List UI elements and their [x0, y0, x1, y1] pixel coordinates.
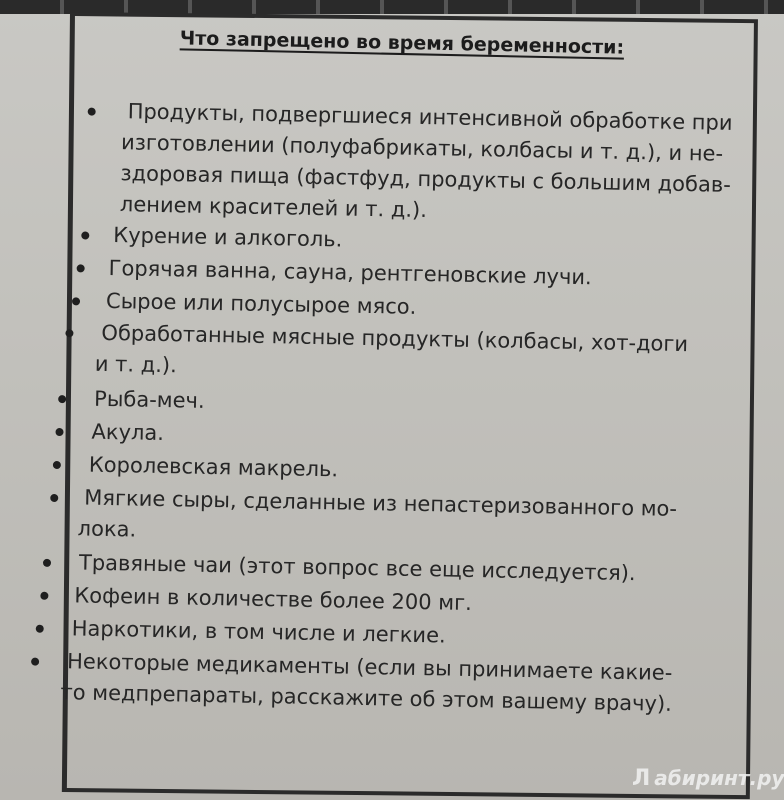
bullet-icon [77, 264, 85, 272]
list-item-line: Обработанные мясные продукты (колбасы, хот-доги [101, 320, 689, 357]
list-item-line: Курение и алкоголь. [113, 223, 343, 252]
list-item-line: Мягкие сыры, сделанные из непастеризованного мо- [84, 485, 678, 521]
list-item-line: Продукты, подвергшиеся интенсивной обработке при [127, 99, 733, 135]
list-item-line: Кофеин в количестве более 200 мг. [74, 583, 473, 615]
bullet-icon [58, 395, 66, 403]
bullet-icon [55, 428, 63, 436]
list-item-line: Сырое или полусырое мясо. [105, 288, 417, 319]
bullet-icon [31, 658, 39, 666]
bullet-icon [72, 297, 80, 305]
list-item-line: то медпрепараты, расскажите об этом вашему врачу). [60, 680, 673, 716]
bullet-icon [40, 592, 48, 600]
labirint-watermark [632, 766, 784, 791]
list-item-line: изготовлении (полуфабрикаты, колбасы и т. д.), и не- [120, 130, 724, 166]
page-title: Что запрещено во время беременности: [179, 27, 625, 59]
list-item-line: лением красителей и т. д.). [119, 192, 428, 223]
list-item-line: Горячая ванна, сауна, рентгеновские лучи. [108, 255, 592, 290]
bullet-icon [53, 461, 61, 469]
bullet-icon [50, 494, 58, 502]
list-item-line: и т. д.). [94, 351, 178, 378]
bullet-icon [65, 329, 73, 337]
watermark-text: абиринт.ру [654, 766, 784, 790]
list-item-line: лока. [77, 516, 137, 542]
bullet-icon [81, 231, 89, 239]
labirint-logo-icon: Л [632, 766, 651, 791]
list-item-line: Рыба-меч. [93, 386, 205, 413]
list-item [58, 95, 760, 232]
bullet-icon [36, 625, 44, 633]
bullet-icon [88, 108, 96, 116]
list-item-line: Наркотики, в том числе и легкие. [71, 616, 446, 648]
bullet-icon [43, 559, 51, 567]
list-item-line: Акула. [91, 419, 165, 446]
list-item-line: здоровая пища (фастфуд, продукты с большим добав- [120, 161, 732, 197]
list-item-line: Травяные чаи (этот вопрос все еще исследуется). [78, 550, 636, 586]
list-item-line: Некоторые медикаменты (если вы принимаете какие- [66, 649, 673, 685]
list-item-line: Королевская макрель. [88, 452, 339, 482]
